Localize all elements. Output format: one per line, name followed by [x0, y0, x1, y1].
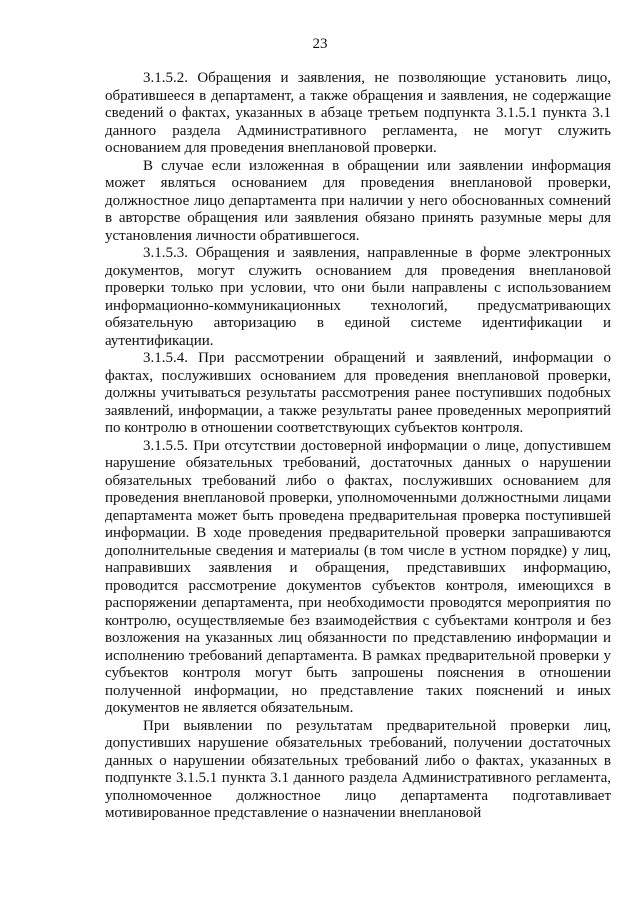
paragraph-3-1-5-3: 3.1.5.3. Обращения и заявления, направленные в форме электронных документов, могут служить основанием для проведения внеплановой проверки только при условии, что они были направлены с использованием информационно-коммуникационных технологий, предусматривающих обязательную авторизацию в единой системе идентификации и аутентификации. — [105, 245, 611, 349]
paragraph-author-verification: В случае если изложенная в обращении или заявлении информация может являться основанием для проведения внеплановой проверки, должностное лицо департамента при наличии у него обоснованных сомнений в авторстве обращения или заявления обязано принять разумные меры для установления личности обратившегося. — [105, 157, 611, 244]
document-body — [105, 70, 611, 823]
paragraph-3-1-5-4: 3.1.5.4. При рассмотрении обращений и заявлений, информации о фактах, послуживших основанием для проведения внеплановой проверки, должны учитываться результаты рассмотрения ранее поступивших подобных заявлений, информации, а также результаты ранее проведенных мероприятий по контролю в отношении соответствующих субъектов контроля. — [105, 350, 611, 436]
paragraph-3-1-5-2: 3.1.5.2. Обращения и заявления, не позволяющие установить лицо, обратившееся в департамент, а также обращения и заявления, не содержащие сведений о фактах, указанных в абзаце третьем подпункта 3.1.5.1 пункта 3.1 данного раздела Административного регламента, не могут служить основанием для проведения внеплановой проверки. — [105, 70, 611, 156]
paragraph-preliminary-check-results: При выявлении по результатам предварительной проверки лиц, допустивших нарушение обязательных требований, получении достаточных данных о нарушении обязательных требований либо о фактах, указанных в подпункте 3.1.5.1 пункта 3.1 данного раздела Административного регламента, уполномоченное должностное лицо департамента подготавливает мотивированное представление о назначении внеплановой — [105, 717, 611, 821]
page-number: 23 — [312, 36, 328, 52]
paragraph-3-1-5-5: 3.1.5.5. При отсутствии достоверной информации о лице, допустившем нарушение обязательных требований, достаточных данных о нарушении обязательных требований либо о фактах, послуживших основанием для проведения внеплановой проверки, уполномоченными должностными лицами департамента может быть проведена предварительная проверка поступившей информации. В ходе проведения предварительной проверки запрашиваются дополнительные сведения и материалы (в том числе в устном порядке) у лиц, направивших заявления и обращения, представивших информацию, проводится рассмотрение документов субъектов контроля, имеющихся в распоряжении департамента, при необходимости проводятся мероприятия по контролю, осуществляемые без взаимодействия с субъектами контроля и без возложения на указанных лиц обязанности по представлению информации и исполнению требований департамента. В рамках предварительной проверки у субъектов контроля могут быть запрошены пояснения в отношении полученной информации, но представление таких пояснений и иных документов не является обязательным. — [105, 437, 611, 716]
